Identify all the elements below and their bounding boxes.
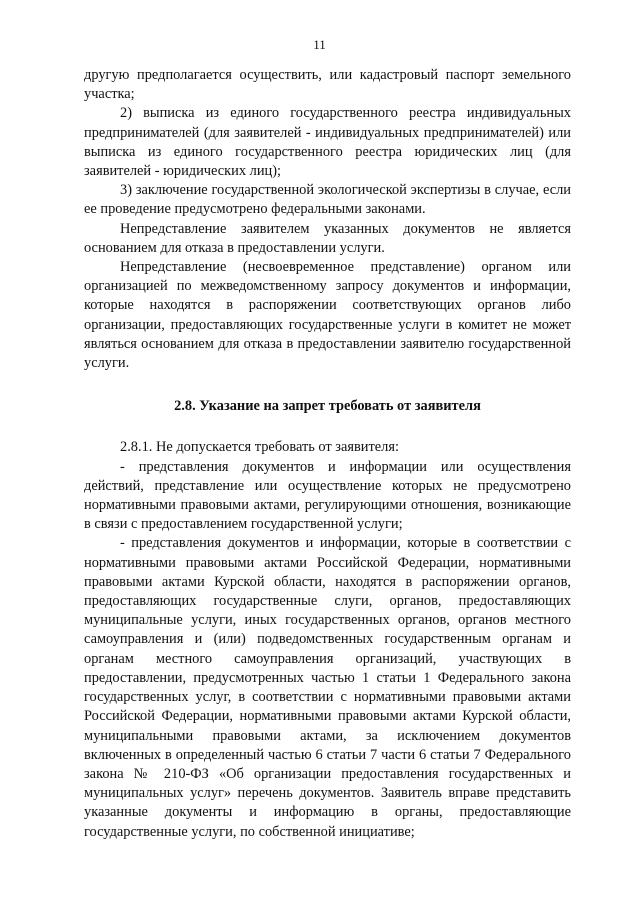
paragraph-item-3: 3) заключение государственной экологической экспертизы в случае, если ее проведение предусмотрено федеральными законами. [84,182,571,218]
paragraph-bullet-actions: - представления документов и информации или осуществления действий, представление или осуществление которых не предусмотрено нормативными правовыми актами, регулирующими отношения, возникающие в связи с предоставлением государственной услуги; [84,458,571,533]
page-number: 11 [313,37,326,52]
document-body [84,66,571,842]
paragraph-item-2: 2) выписка из единого государственного реестра индивидуальных предпринимателей (для заявителей - индивидуальных предпринимателей) или выписка из единого государственного реестра юридических лиц (для заявителей - юридических лиц); [84,105,571,180]
paragraph-cadastral-continuation: другую предполагается осуществить, или кадастровый паспорт земельного участка; [84,67,571,103]
section-heading: 2.8. Указание на запрет требовать от заявителя [174,398,481,415]
paragraph-non-submission: Непредставление заявителем указанных документов не является основанием для отказа в предоставлении услуги. [84,220,571,256]
paragraph-interagency-request: Непредставление (несвоевременное представление) органом или организацией по межведомственному запросу документов и информации, которые находятся в распоряжении соответствующих органов либо организации, предоставляющих государственные услуги в комитет не может являться основанием для отказа в предоставлении заявителю государственной услуги. [84,259,571,372]
paragraph-bullet-documents: - представления документов и информации, которые в соответствии с нормативными правовыми актами Российской Федерации, нормативными правовыми актами Курской области, находятся в распоряжении органов, предоставляющих государственные слуги, органов, предоставляющих муниципальные услуги, иных государственных органов, органов местного самоуправления и (или) подведомственных государственным органам и органам местного самоуправления организаций, участвующих в предоставлении, предусмотренных частью 1 статьи 1 Федерального закона государственных услуг, в соответствии с нормативными правовыми актами Российской Федерации, нормативными правовыми актами Курской области, муниципальными правовыми актами, за исключением документов включенных в определенный частью 6 статьи 7 части 6 статьи 7 Федерального закона № 210-ФЗ «Об организации предоставления государственных и муниципальных услуг» перечень документов. Заявитель вправе представить указанные документы и информацию в органы, предоставляющие государственные услуги, по собственной инициативе; [84,535,571,840]
paragraph-2-8-1: 2.8.1. Не допускается требовать от заявителя: [120,439,399,456]
